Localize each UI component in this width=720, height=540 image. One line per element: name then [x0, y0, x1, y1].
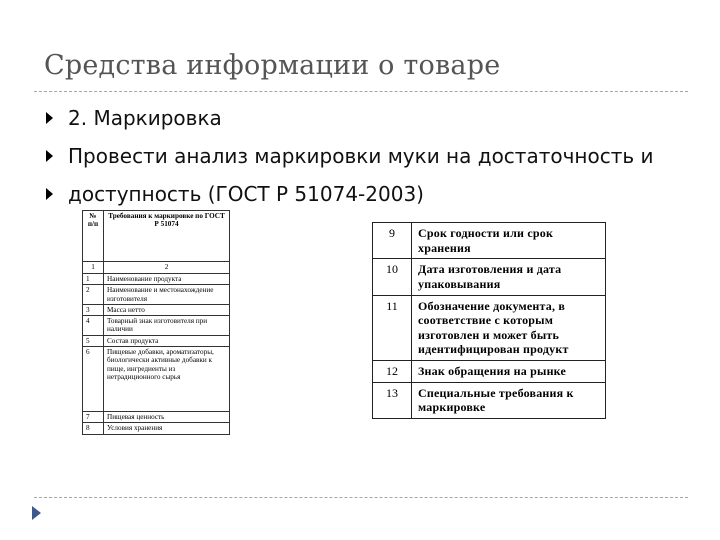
- row-number: 10: [373, 259, 412, 295]
- row-text: Пищевая ценность: [104, 411, 230, 422]
- slide-corner-triangle-icon: [32, 506, 41, 520]
- table-row: [83, 423, 230, 434]
- title-divider: [34, 91, 688, 92]
- column-index: 1: [83, 262, 104, 274]
- row-number: 5: [83, 335, 104, 346]
- row-number: 9: [373, 223, 412, 259]
- bullet-text: 2. Маркировка: [68, 106, 222, 130]
- row-text: Наименование продукта: [104, 274, 230, 285]
- row-text: Наименование и местонахождение изготовителя: [104, 285, 230, 305]
- table-row: [83, 346, 230, 411]
- table-row: [83, 335, 230, 346]
- row-text: Срок годности или срок хранения: [412, 223, 606, 259]
- table-row: [83, 316, 230, 336]
- row-text: Специальные требования к маркировке: [412, 382, 606, 418]
- labeling-requirements-table-left: [82, 210, 230, 435]
- row-number: 2: [83, 285, 104, 305]
- bullet-arrow-icon: [46, 188, 53, 200]
- row-number: 12: [373, 361, 412, 383]
- bottom-divider: [34, 497, 688, 498]
- row-number: 1: [83, 274, 104, 285]
- bullet-item: [42, 104, 692, 132]
- bullet-item: [42, 142, 692, 170]
- table-row: [373, 382, 606, 418]
- bullet-arrow-icon: [46, 112, 53, 124]
- row-number: 3: [83, 304, 104, 315]
- row-text: Дата изготовления и дата упаковывания: [412, 259, 606, 295]
- table-header-row: [83, 211, 230, 262]
- table-column-number-row: [83, 262, 230, 274]
- table-row: [83, 411, 230, 422]
- table-row: [83, 304, 230, 315]
- table-row: [83, 274, 230, 285]
- row-text: Обозначение документа, в соответствие с которым изготовлен и может быть идентифицирован продукт: [412, 295, 606, 361]
- bullet-arrow-icon: [46, 150, 53, 162]
- bullet-list: [42, 104, 692, 218]
- row-text: Знак обращения на рынке: [412, 361, 606, 383]
- table-row: [373, 259, 606, 295]
- column-index: 2: [104, 262, 230, 274]
- table-row: [373, 223, 606, 259]
- bullet-text: доступность (ГОСТ Р 51074-2003): [68, 182, 424, 206]
- column-header-requirement: Требования к маркировке по ГОСТ Р 51074: [104, 211, 230, 262]
- row-text: Пищевые добавки, ароматизаторы, биологически активные добавки к пище, ингредиенты из нетрадиционного сырья: [104, 346, 230, 411]
- bullet-text: Провести анализ маркировки муки на достаточность и: [68, 144, 654, 168]
- row-number: 13: [373, 382, 412, 418]
- table-row: [373, 295, 606, 361]
- table-row: [373, 361, 606, 383]
- row-number: 6: [83, 346, 104, 411]
- row-number: 7: [83, 411, 104, 422]
- row-number: 8: [83, 423, 104, 434]
- row-text: Масса нетто: [104, 304, 230, 315]
- row-text: Состав продукта: [104, 335, 230, 346]
- row-text: Условия хранения: [104, 423, 230, 434]
- labeling-requirements-table-right: [372, 222, 606, 419]
- table-row: [83, 285, 230, 305]
- row-number: 11: [373, 295, 412, 361]
- column-header-num: № п/п: [83, 211, 104, 262]
- row-number: 4: [83, 316, 104, 336]
- bullet-item: [42, 180, 692, 208]
- row-text: Товарный знак изготовителя при наличии: [104, 316, 230, 336]
- slide-title: Средства информации о товаре: [44, 50, 501, 81]
